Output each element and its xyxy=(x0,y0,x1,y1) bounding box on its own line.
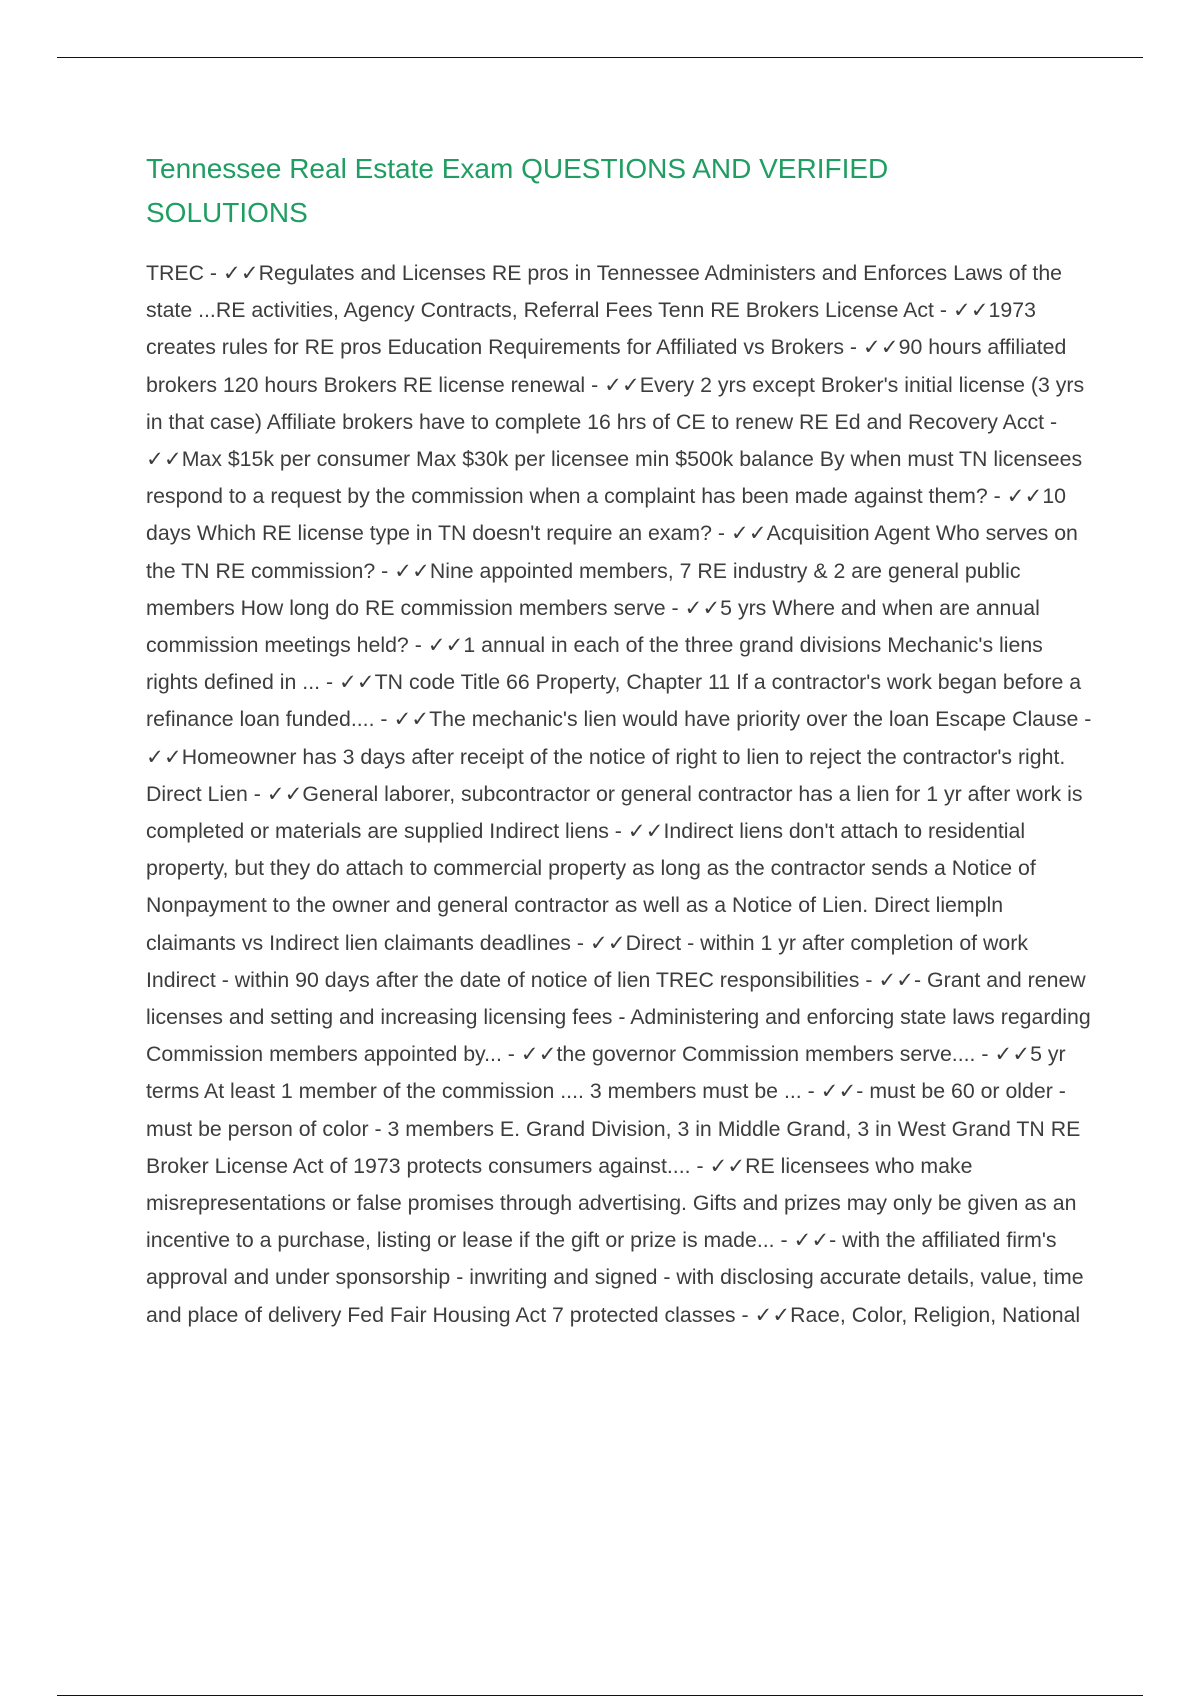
document-body-text: TREC - ✓✓Regulates and Licenses RE pros in Tennessee Administers and Enforces Laws of the state ...RE activities, Agency Contracts, Referral Fees Tenn RE Brokers License Act - ✓✓1973 creates rules for RE pros Education Requirements for Affiliated vs Brokers - ✓✓90 hours affiliated brokers 120 hours Brokers RE license renewal - ✓✓Every 2 yrs except Broker's initial license (3 yrs in that case) Affiliate brokers have to complete 16 hrs of CE to renew RE Ed and Recovery Acct - ✓✓Max $15k per consumer Max $30k per licensee min $500k balance By when must TN licensees respond to a request by the commission when a complaint has been made against them? - ✓✓10 days Which RE license type in TN doesn't require an exam? - ✓✓Acquisition Agent Who serves on the TN RE commission? - ✓✓Nine appointed members, 7 RE industry & 2 are general public members How long do RE commission members serve - ✓✓5 yrs Where and when are annual commission meetings held? - ✓✓1 annual in each of the three grand divisions Mechanic's liens rights defined in ... - ✓✓TN code Title 66 Property, Chapter 11 If a contractor's work began before a refinance loan funded.... - ✓✓The mechanic's lien would have priority over the loan Escape Clause - ✓✓Homeowner has 3 days after receipt of the notice of right to lien to reject the contractor's right. Direct Lien - ✓✓General laborer, subcontractor or general contractor has a lien for 1 yr after work is completed or materials are supplied Indirect liens - ✓✓Indirect liens don't attach to residential property, but they do attach to commercial property as long as the contractor sends a Notice of Nonpayment to the owner and general contractor as well as a Notice of Lien. Direct liempln claimants vs Indirect lien claimants deadlines - ✓✓Direct - within 1 yr after completion of work Indirect - within 90 days after the date of notice of lien TREC responsibilities - ✓✓- Grant and renew licenses and setting and increasing licensing fees - Administering and enforcing state laws regarding Commission members appointed by... - ✓✓the governor Commission members serve.... - ✓✓5 yr terms At least 1 member of the commission .... 3 members must be ... - ✓✓- must be 60 or older - must be person of color - 3 members E. Grand Division, 3 in Middle Grand, 3 in West Grand TN RE Broker License Act of 1973 protects consumers against.... - ✓✓RE licensees who make misrepresentations or false promises through advertising. Gifts and prizes may only be given as an incentive to a purchase, listing or lease if the gift or prize is made... - ✓✓- with the affiliated firm's approval and under sponsorship - inwriting and signed - with disclosing accurate details, value, time and place of delivery Fed Fair Housing Act 7 protected classes - ✓✓Race, Color, Religion, National xyxy=(146,261,1092,1327)
document-title: Tennessee Real Estate Exam QUESTIONS AND VERIFIED SOLUTIONS xyxy=(146,153,889,228)
bottom-divider xyxy=(57,1695,1143,1696)
top-divider xyxy=(57,57,1143,58)
